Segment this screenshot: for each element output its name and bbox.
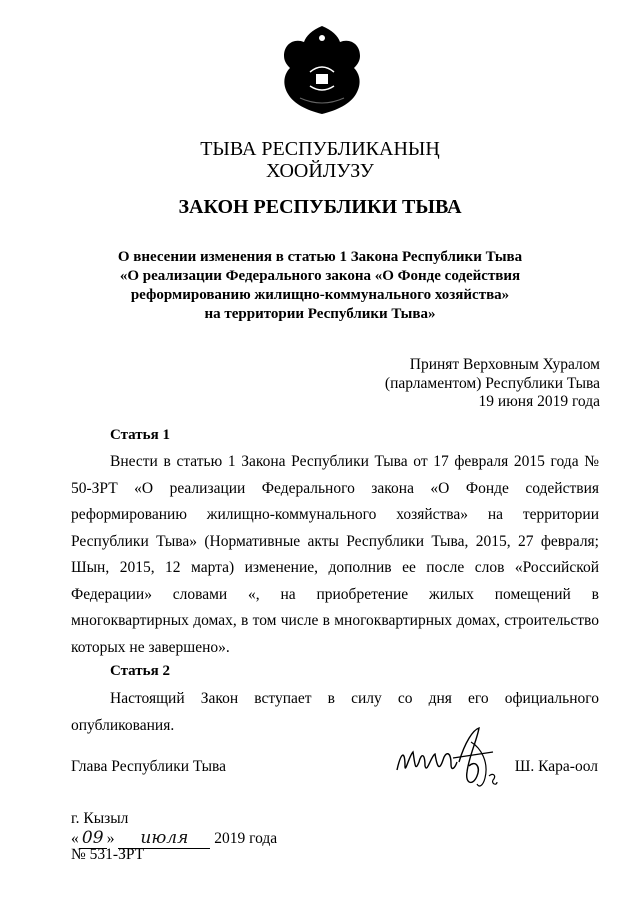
article1-text: Внести в статью 1 Закона Республики Тыва от 17 февраля 2015 года № 50-ЗРТ «О реализации Федерального закона «О Фонде содействия реформированию жилищно-коммунального хозяйства» на территории Республики Тыва» (Нормативные акты Республики Тыва, 2015, 27 февраля; Шын, 2015, 12 марта) изменение, дополнив ее после слов «Российской Федерации» словами «, на приобретение жилых помещений в многоквартирных домах, в том числе в многоквартирных домах, строительство которых не завершено». bbox=[71, 453, 599, 656]
law-subtitle-line: «О реализации Федерального закона «О Фонде содействия bbox=[119, 268, 521, 284]
signatory-title: Глава Республики Тыва bbox=[71, 758, 227, 775]
date-day-handwritten: 09 bbox=[79, 828, 107, 849]
article1-heading: Статья 1 bbox=[110, 427, 170, 443]
date-year: 2019 года bbox=[214, 830, 278, 847]
law-subtitle-line: на территории Республики Тыва» bbox=[204, 306, 436, 322]
adoption-note-line: (парламентом) Республики Тыва bbox=[384, 375, 600, 392]
coat-of-arms-emblem bbox=[280, 22, 364, 118]
law-subtitle-line: О внесении изменения в статью 1 Закона Республики Тыва bbox=[117, 249, 523, 265]
law-subtitle-line: реформированию жилищно-коммунального хозяйства» bbox=[130, 287, 510, 303]
adoption-note-line: Принят Верховным Хуралом bbox=[409, 356, 600, 373]
article2-text: Настоящий Закон вступает в силу со дня его официального опубликования. bbox=[71, 690, 599, 734]
article2-heading: Статья 2 bbox=[110, 663, 170, 679]
date-quote-open: « bbox=[71, 830, 79, 847]
parliament-name-line2: ХООЙЛУЗУ bbox=[266, 160, 374, 182]
issue-city: г. Кызыл bbox=[71, 810, 129, 827]
date-month-handwritten: июля bbox=[118, 828, 210, 849]
parliament-name-line1: ТЫВА РЕСПУБЛИКАНЫҢ bbox=[200, 138, 440, 160]
adoption-date: 19 июня 2019 года bbox=[478, 393, 600, 410]
date-quote-close: » bbox=[106, 830, 115, 847]
law-title: ЗАКОН РЕСПУБЛИКИ ТЫВА bbox=[178, 196, 462, 218]
handwritten-signature bbox=[393, 722, 503, 794]
law-number: № 531-ЗРТ bbox=[71, 846, 145, 863]
signatory-name: Ш. Кара-оол bbox=[514, 758, 598, 775]
